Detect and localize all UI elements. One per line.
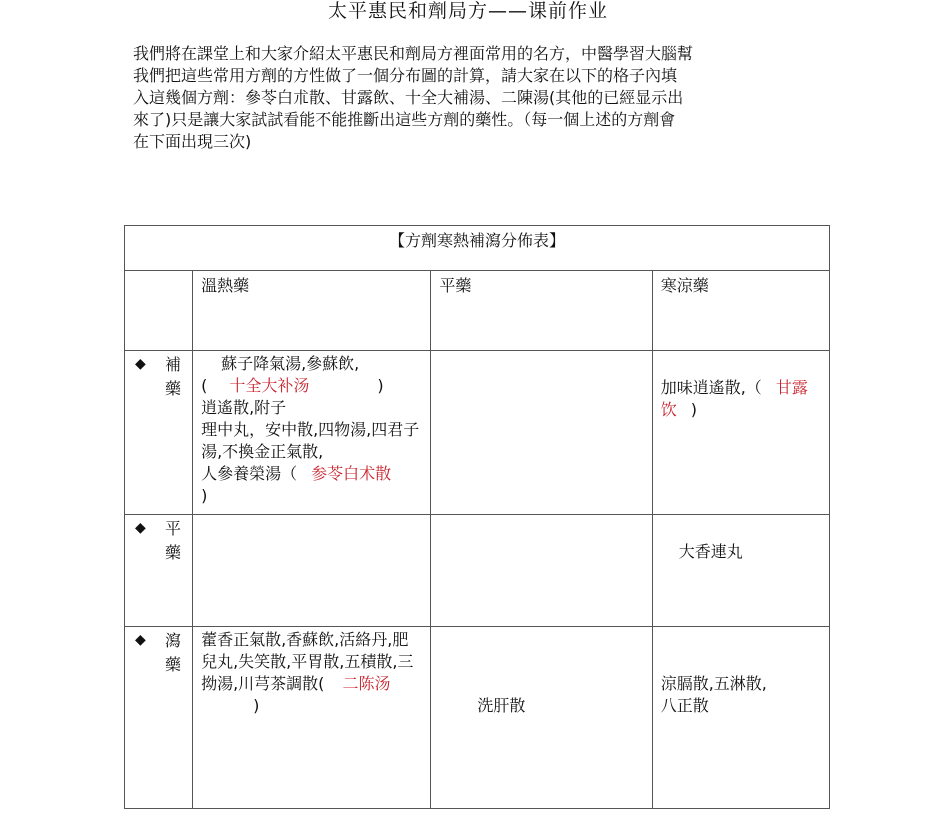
intro-paragraph [133,43,793,153]
cell-neutral-neutral[interactable] [431,515,652,627]
formula-list: 蘇子降氣湯,參蘇飲, [221,354,360,373]
row-label: 平藥 [165,519,182,562]
table-caption-text: 【方劑寒熱補瀉分佈表】 [388,231,565,250]
answer-line [201,375,422,397]
cell-tonify-neutral[interactable] [431,351,652,515]
intro-line: 我們將在課堂上和大家介紹太平惠民和劑局方裡面常用的名方，中醫學習大腦幫 [133,44,694,63]
intro-line: 入這幾個方劑：參苓白朮散、甘露飲、十全大補湯、二陳湯(其他的已經显示出 [133,88,684,107]
answer-text[interactable]: 甘露饮 [660,378,808,419]
formula-list: 加味逍遙散,（ [660,378,762,397]
paren: ( [201,376,208,395]
answer-text[interactable]: 参苓白术散 [311,464,392,483]
paren: ) [253,696,260,715]
page-title: 太平惠民和劑局方——课前作业 [327,0,608,22]
row-header-tonify [125,351,193,515]
cell-purge-warm [193,627,431,809]
col-header-neutral: 平藥 [431,271,652,351]
diamond-bullet-icon: ◆ [135,632,146,648]
cell-tonify-cold [652,351,829,515]
diamond-bullet-icon: ◆ [135,356,146,372]
cell-tonify-warm [193,351,431,515]
col-header-warm: 溫熱藥 [193,271,431,351]
cell-purge-neutral [431,627,652,809]
row-label: 補藥 [165,355,182,398]
col-header-cold: 寒涼藥 [652,271,829,351]
corner-cell [125,271,193,351]
intro-line: 在下面出現三次) [133,132,252,151]
intro-line: 來了)只是讓大家試試看能不能推斷出這些方劑的藥性。（每一個上述的方劑會 [133,110,676,129]
formula-list: 涼膈散,五淋散, [660,674,767,693]
formula-distribution-table [124,225,830,809]
answer-line [201,463,422,507]
paren: ) [201,486,208,505]
formula-list: 人參養榮湯（ [201,464,298,483]
formula-list: 藿香正氣散,香蘇飲,活絡丹,肥兒丸,失笑散,平胃散,五積散,三拗湯,川芎茶調散( [201,630,414,693]
answer-line [661,377,821,421]
diamond-bullet-icon: ◆ [135,520,146,536]
answer-text[interactable]: 二陈汤 [342,674,391,693]
answer-line [201,629,422,717]
cell-neutral-cold [652,515,829,627]
paren: ) [690,400,697,419]
row-header-neutral [125,515,193,627]
table-caption [125,226,830,271]
formula-list: 理中丸，安中散,四物湯,四君子湯,不換金正氣散, [201,420,420,461]
formula-list: 洗肝散 [477,696,526,715]
answer-text[interactable]: 十全大补汤 [229,376,310,395]
intro-line: 我們把這些常用方劑的方性做了一個分布圖的計算，請大家在以下的格子內填 [133,66,678,85]
formula-list: 逍遙散,附子 [201,398,287,417]
paren: ) [377,376,384,395]
cell-neutral-warm[interactable] [193,515,431,627]
formula-list: 八正散 [660,696,709,715]
formula-list: 大香連丸 [678,542,743,561]
cell-purge-cold [652,627,829,809]
row-header-purge [125,627,193,809]
row-label: 瀉藥 [165,631,182,674]
